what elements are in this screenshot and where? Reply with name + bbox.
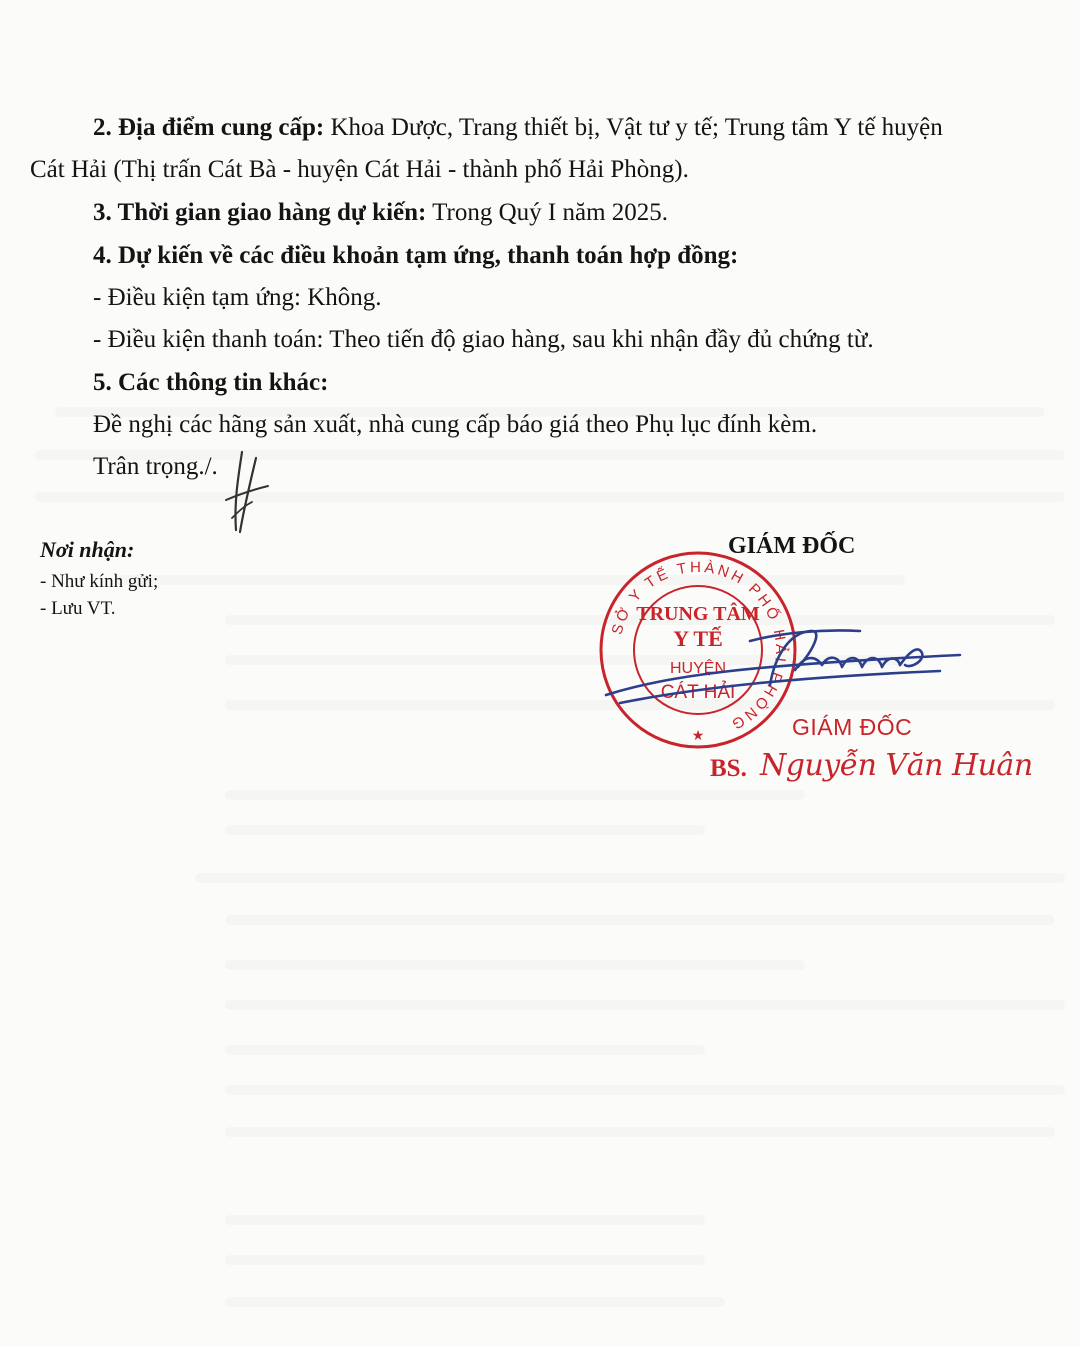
section-4-label: 4. Dự kiến về các điều khoản tạm ứng, thanh toán hợp đồng: <box>93 242 739 269</box>
section-2-label: 2. Địa điểm cung cấp: <box>93 114 325 141</box>
section-3-text: Trong Quý I năm 2025. <box>426 199 669 226</box>
section-4-item-1: - Điều kiện tạm ứng: Không. <box>93 284 382 311</box>
stamp-center-line-1: TRUNG TÂM <box>636 603 760 625</box>
section-5-text: Đề nghị các hãng sản xuất, nhà cung cấp báo giá theo Phụ lục đính kèm. <box>93 411 818 438</box>
stamp-name-prefix: BS. <box>710 755 747 782</box>
section-3-line <box>93 198 668 228</box>
closing-text: Trân trọng./. <box>93 453 218 480</box>
stamp-center-line-2: Y TẾ <box>673 626 723 651</box>
director-title: GIÁM ĐỐC <box>728 533 856 559</box>
recipient-item: - Như kính gửi; <box>40 571 159 592</box>
stamp-star-icon: ★ <box>691 728 705 744</box>
director-signature <box>600 615 980 725</box>
section-3-label: 3. Thời gian giao hàng dự kiến: <box>93 199 427 226</box>
stamp-center-line-4: CÁT HẢI <box>660 682 736 703</box>
recipients-title: Nơi nhận: <box>40 537 135 562</box>
stamp-director-title: GIÁM ĐỐC <box>792 714 913 740</box>
recipient-item: - Lưu VT. <box>40 598 116 619</box>
section-2-line-1 <box>93 113 943 143</box>
section-4-item-2: - Điều kiện thanh toán: Theo tiến độ giao hàng, sau khi nhận đầy đủ chứng từ. <box>93 326 874 353</box>
section-2-line-2: Cát Hải (Thị trấn Cát Bà - huyện Cát Hải - thành phố Hải Phòng). <box>30 156 689 183</box>
stamp-director-name: Nguyễn Văn Huân <box>760 748 1033 783</box>
section-2-text: Khoa Dược, Trang thiết bị, Vật tư y tế; Trung tâm Y tế huyện <box>324 114 943 141</box>
initial-mark <box>222 448 272 538</box>
stamp-center-line-3: HUYỆN <box>669 660 727 677</box>
stamp-ring-text: SỞ Y TẾ THÀNH PHỐ HẢI PHÒNG <box>608 558 790 734</box>
section-5-label: 5. Các thông tin khác: <box>93 369 329 396</box>
